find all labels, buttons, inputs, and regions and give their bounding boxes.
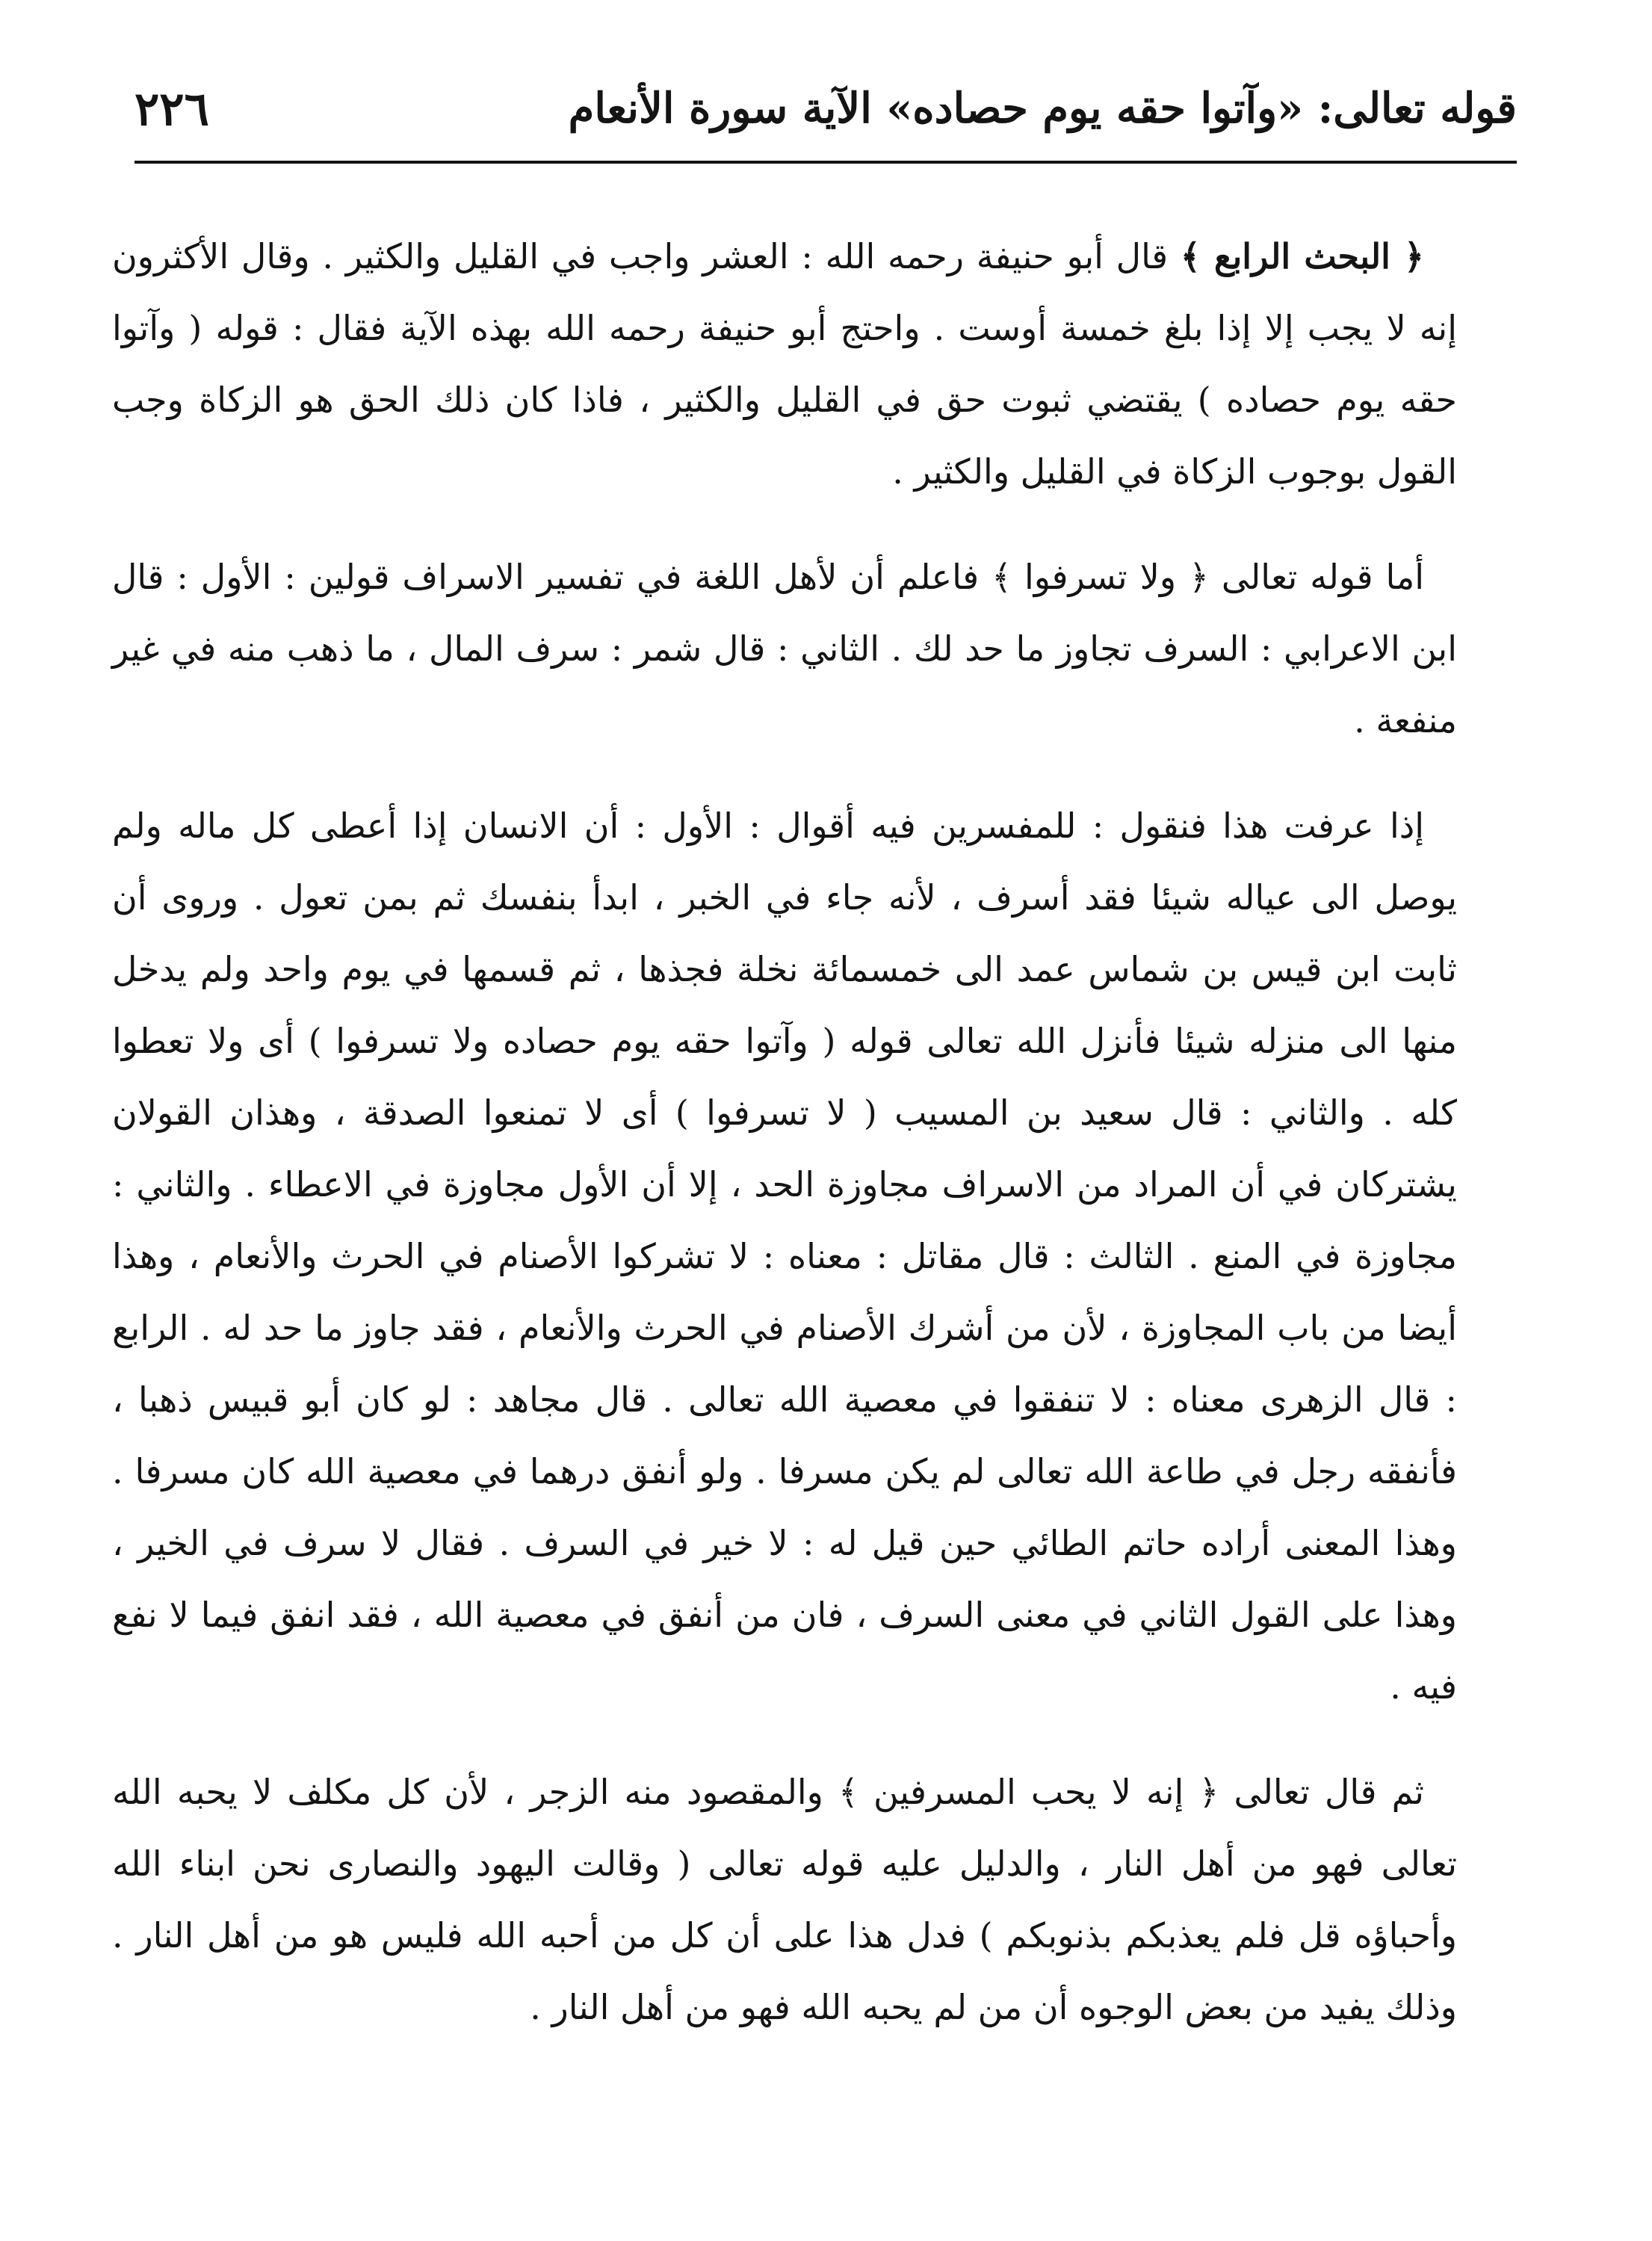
paragraph-text: قال أبو حنيفة رحمه الله : العشر واجب في القليل والكثير . وقال الأكثرون إنه لا يجب إلا إذا بلغ خمسة أوست . واحتج أبو حنيفة رحمه الله بهذه الآية فقال : قوله ( وآتوا حقه يوم حصاده ) يقتضي ثبوت حق في القليل والكثير ، فاذا كان ذلك الحق هو الزكاة وجب القول بوجوب الزكاة في القليل والكثير . [112,236,1457,492]
section-heading: ﴿ البحث الرابع ﴾ [1180,236,1424,276]
header-divider [134,161,1517,164]
paragraph-musrifin [112,1756,1457,2043]
body-text [112,220,1457,2043]
paragraph-text: أما قوله تعالى ﴿ ولا تسرفوا ﴾ فاعلم أن لأهل اللغة في تفسير الاسراف قولين : الأول : قال ابن الاعرابي : السرف تجاوز ما حد لك . الثاني : قال شمر : سرف المال ، ما ذهب منه في غير منفعة . [112,557,1457,741]
running-header [134,71,1517,146]
paragraph-text: إذا عرفت هذا فنقول : للمفسرين فيه أقوال : الأول : أن الانسان إذا أعطى كل ماله ولم يوصل الى عياله شيئا فقد أسرف ، لأنه جاء في الخبر ، ابدأ بنفسك ثم بمن تعول . وروى أن ثابت ابن قيس بن شماس عمد الى خمسمائة نخلة فجذها ، ثم قسمها في يوم واحد ولم يدخل منها الى منزله شيئا فأنزل الله تعالى قوله ( وآتوا حقه يوم حصاده ولا تسرفوا ) أى ولا تعطوا كله . والثاني : قال سعيد بن المسيب ( لا تسرفوا ) أى لا تمنعوا الصدقة ، وهذان القولان يشتركان في أن المراد من الاسراف مجاوزة الحد ، إلا أن الأول مجاوزة في الاعطاء . والثاني : مجاوزة في المنع . الثالث : قال مقاتل : معناه : لا تشركوا الأصنام في الحرث والأنعام ، وهذا أيضا من باب المجاوزة ، لأن من أشرك الأصنام في الحرث والأنعام ، فقد جاوز ما حد له . الرابع : قال الزهرى معناه : لا تنفقوا في معصية الله تعالى . قال مجاهد : لو كان أبو قبيس ذهبا ، فأنفقه رجل في طاعة الله تعالى لم يكن مسرفا . ولو أنفق درهما في معصية الله كان مسرفا . وهذا المعنى أراده حاتم الطائي حين قيل له : لا خير في السرف . فقال لا سرف في الخير ، وهذا على القول الثاني في معنى السرف ، فان من أنفق في معصية الله ، فقد انفق فيما لا نفع فيه . [112,806,1457,1707]
paragraph-exegetes-opinions [112,790,1457,1722]
running-header-title: قوله تعالى: «وآتوا حقه يوم حصاده» الآية سورة الأنعام [568,84,1517,133]
paragraph-israf-definition [112,541,1457,756]
paragraph-text: ثم قال تعالى ﴿ إنه لا يحب المسرفين ﴾ والمقصود منه الزجر ، لأن كل مكلف لا يحبه الله تعالى فهو من أهل النار ، والدليل عليه قوله تعالى ( وقالت اليهود والنصارى نحن ابناء الله وأحباؤه قل فلم يعذبكم بذنوبكم ) فدل هذا على أن كل من أحبه الله فليس هو من أهل النار . وذلك يفيد من بعض الوجوه أن من لم يحبه الله فهو من أهل النار . [112,1772,1457,2027]
page-number: ٢٢٦ [134,81,209,136]
paragraph-fourth-discussion [112,220,1457,507]
